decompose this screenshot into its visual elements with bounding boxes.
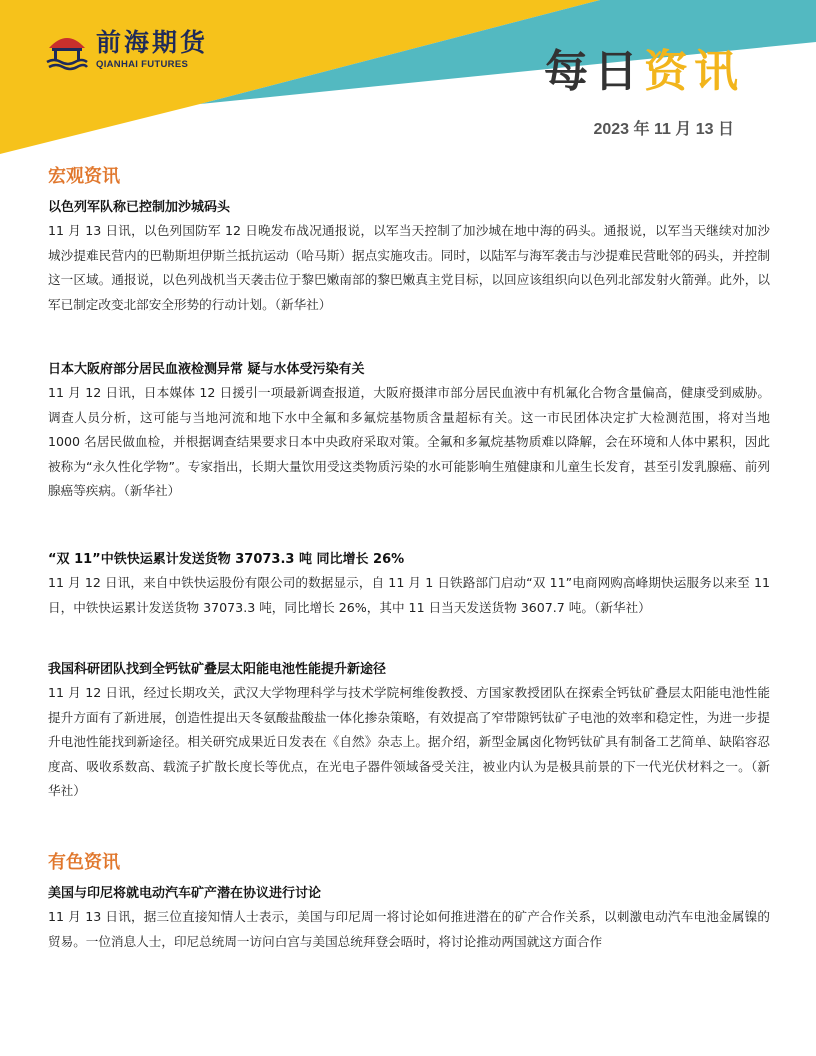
banner-yellow-shape [0,0,600,154]
company-logo [44,26,208,72]
article-title: 我国科研团队找到全钙钛矿叠层太阳能电池性能提升新途径 [48,662,387,677]
logo-english-name: QIANHAI FUTURES [96,58,189,70]
page-title-dark: 每日 [544,46,644,97]
article-body: 11 月 13 日讯，以色列国防军 12 日晚发布战况通报说，以军当天控制了加沙城在地中海的码头。通报说，以军当天继续对加沙城沙提难民营内的巴勒斯坦伊斯兰抵抗运动（哈马斯）据点实施攻击。同时，以陆军与海军袭击与沙提难民营毗邻的码头，并控制这一区域。通报说，以色列战机当天袭击位于黎巴嫩南部的黎巴嫩真主党目标，以回应该组织向以色列北部发射火箭弹。此外，以军已制定改变北部安全形势的行动计划。（新华社） [48,223,770,312]
article-body: 11 月 12 日讯，来自中铁快运股份有限公司的数据显示，自 11 月 1 日铁路部门启动“双 11”电商网购高峰期快运服务以来至 11 日，中铁快运累计发送货物 37073.3 吨，同比增长 26%，其中 11 日当天发送货物 3607.7 吨。（新华社） [48,575,770,615]
page-title [544,44,744,100]
article-body: 11 月 13 日讯，据三位直接知情人士表示，美国与印尼周一将讨论如何推进潜在的矿产合作关系，以刺激电动汽车电池金属镍的贸易。一位消息人士，印尼总统周一访问白宫与美国总统拜登会晤时，将讨论推动两国就这方面合作 [48,909,770,949]
article-body: 11 月 12 日讯，经过长期攻关，武汉大学物理科学与技术学院柯维俊教授、方国家教授团队在探索全钙钛矿叠层太阳能电池性能提升方面有了新进展，创造性提出天冬氨酸盐酸盐一体化掺杂策略，有效提高了窄带隙钙钛矿子电池的效率和稳定性，为进一步提升电池性能找到新途径。相关研究成果近日发表在《自然》杂志上。据介绍，新型金属卤化物钙钛矿具有制备工艺简单、缺陷容忍度高、吸收系数高、载流子扩散长度长等优点，在光电子器件领域备受关注，被业内认为是极具前景的下一代光伏材料之一。（新华社） [48,685,770,798]
article-title: 美国与印尼将就电动汽车矿产潜在协议进行讨论 [48,886,322,901]
article-body: 11 月 12 日讯，日本媒体 12 日援引一项最新调查报道，大阪府摄津市部分居民血液中有机氟化合物含量偏高，健康受到威胁。调查人员分析，这可能与当地河流和地下水中全氟和多氟烷基物质含量超标有关。这一市民团体决定扩大检测范围，将对当地 1000 名居民做血检，并根据调查结果要求日本中央政府采取对策。全氟和多氟烷基物质难以降解，会在环境和人体中累积，因此被称为“永久性化学物”。专家指出，长期大量饮用受这类物质污染的水可能影响生殖健康和儿童生长发育，甚至引发乳腺癌、前列腺癌等疾病。（新华社） [48,385,770,498]
article-title: “双 11”中铁快运累计发送货物 37073.3 吨 同比增长 26% [48,552,405,567]
logo-chinese-name: 前海期货 [96,27,209,57]
publish-date: 2023 年 11 月 13 日 [593,121,734,138]
section-title-macro: 宏观资讯 [48,166,120,187]
logo-mark-icon [44,26,90,72]
article-title: 以色列军队称已控制加沙城码头 [48,200,231,215]
section-title-nonferrous: 有色资讯 [48,852,120,873]
page-title-accent: 资讯 [644,46,744,97]
article-title: 日本大阪府部分居民血液检测异常 疑与水体受污染有关 [48,362,365,377]
